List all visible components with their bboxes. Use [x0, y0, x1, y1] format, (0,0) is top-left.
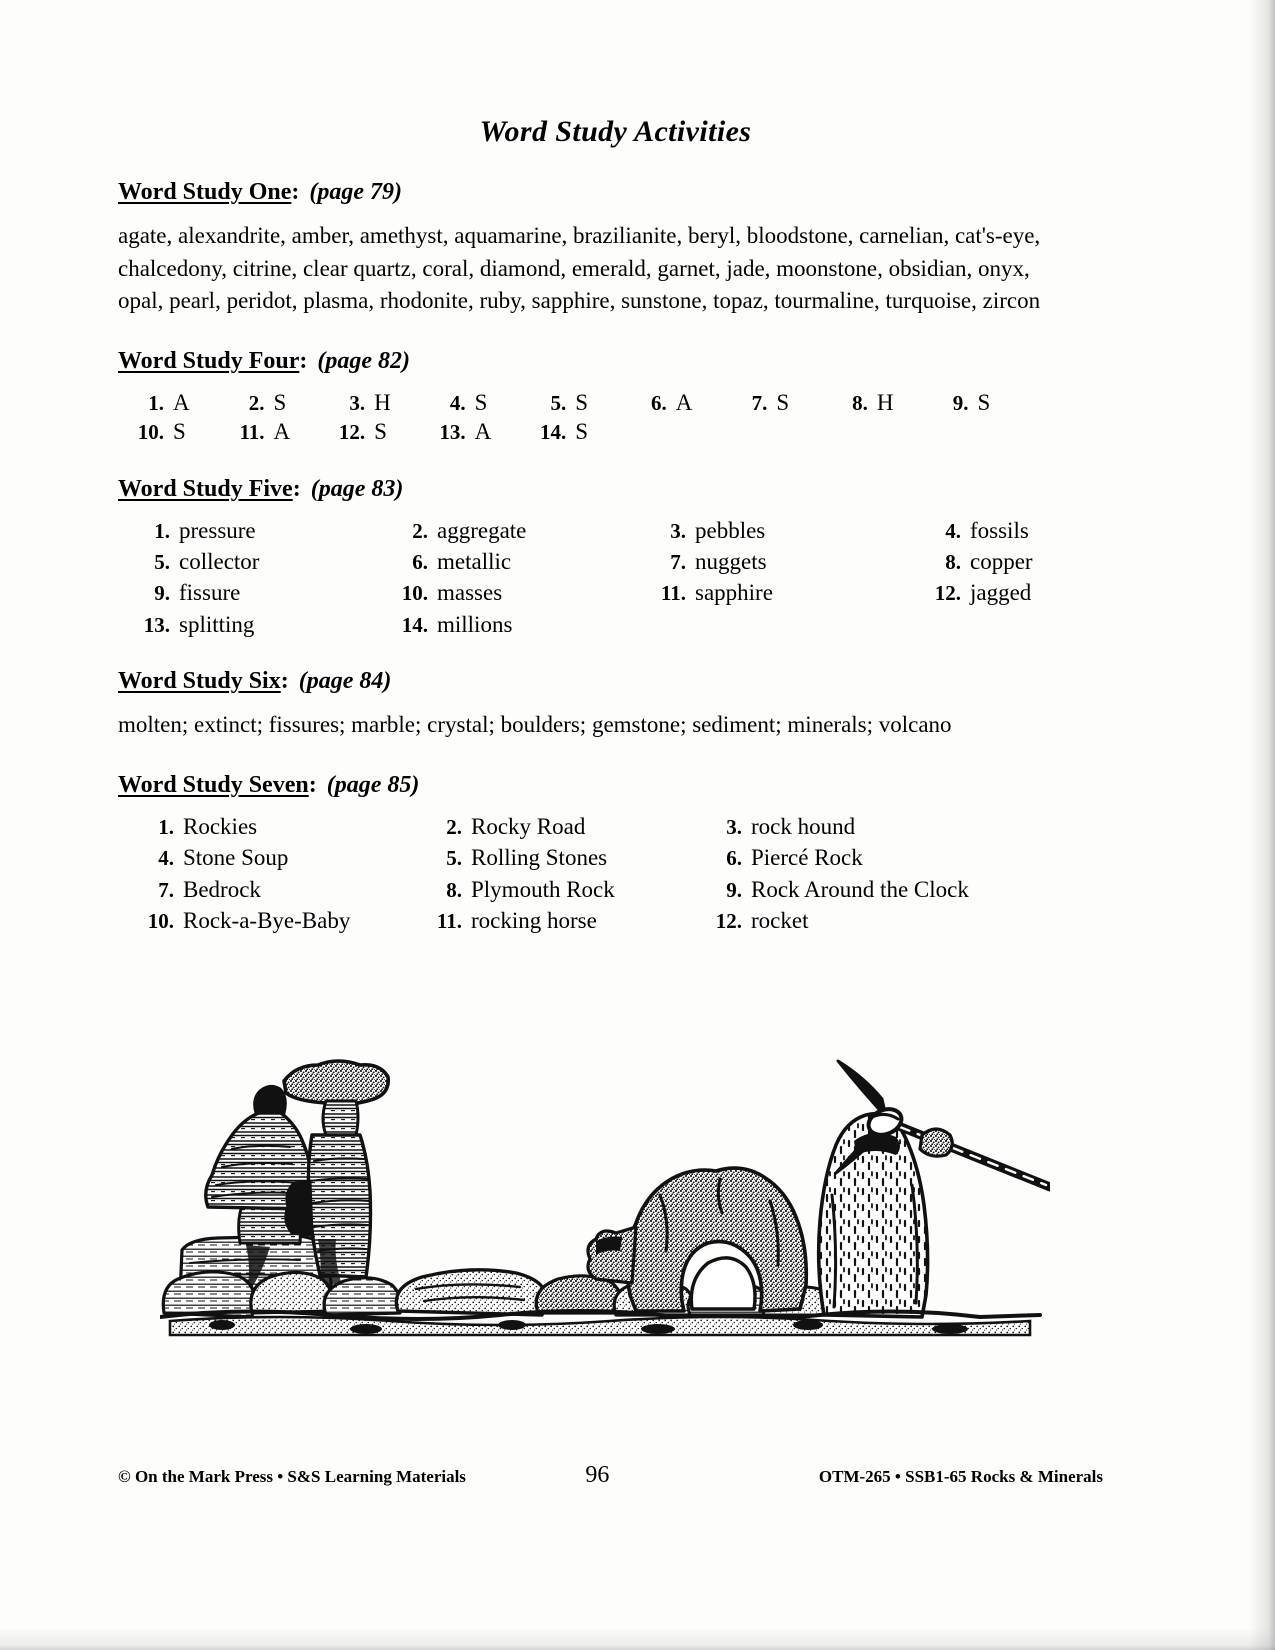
section-body-six: molten; extinct; fissures; marble; crystal; boulders; gemstone; sediment; minerals; volcano	[118, 712, 952, 738]
section-heading-four	[118, 348, 1093, 375]
item-value: Rock Around the Clock	[751, 876, 969, 902]
item-value: aggregate	[437, 517, 527, 543]
item-value: pressure	[179, 517, 256, 543]
item-number: 8.	[945, 550, 961, 575]
list-item	[132, 548, 390, 575]
item-number: 12.	[338, 420, 366, 445]
list-item	[132, 579, 390, 606]
item-number: 3.	[670, 518, 686, 543]
item-value: Rock-a-Bye-Baby	[183, 907, 351, 933]
item-value: rocket	[751, 907, 809, 933]
item-number: 3.	[726, 814, 742, 839]
item-number: 10.	[401, 581, 428, 606]
list-item	[700, 844, 1000, 871]
answer-grid-seven	[132, 813, 1093, 934]
item-number: 13.	[439, 420, 466, 445]
item-value: Rocky Road	[471, 813, 586, 839]
section-label-four: Word Study Four	[118, 347, 300, 374]
page-footer	[118, 1462, 1103, 1489]
item-number: 7.	[670, 550, 686, 575]
section-label-six: Word Study Six	[118, 668, 281, 695]
item-value: nuggets	[695, 549, 767, 575]
section-word-study-four	[118, 348, 1093, 446]
item-number: 12.	[715, 908, 742, 933]
item-value: A	[273, 419, 291, 445]
scan-edge-shadow-right	[1249, 0, 1275, 1650]
item-value: fossils	[970, 517, 1029, 543]
item-value: Bedrock	[183, 876, 261, 902]
item-number: 8.	[446, 877, 462, 902]
list-item	[132, 813, 420, 840]
scan-edge-shadow-bottom	[0, 1628, 1275, 1650]
item-value: fissure	[179, 580, 241, 606]
list-item	[936, 389, 1037, 416]
list-item	[132, 907, 420, 934]
footer-page-number: 96	[585, 1462, 610, 1488]
item-value: rock hound	[751, 813, 856, 839]
item-number: 1.	[148, 390, 164, 415]
answer-grid-five	[132, 517, 1093, 638]
section-page-ref-seven: (page 85)	[326, 771, 420, 798]
list-item	[836, 389, 937, 416]
section-page-ref-four: (page 82)	[317, 347, 411, 374]
list-item	[434, 389, 535, 416]
item-value: pebbles	[695, 517, 766, 543]
item-number: 14.	[401, 612, 428, 637]
list-item	[648, 548, 923, 575]
list-item	[333, 389, 434, 416]
item-number: 2.	[412, 518, 428, 543]
list-item	[923, 579, 1093, 606]
section-page-ref-one: (page 79)	[309, 179, 403, 205]
item-number: 4.	[449, 390, 466, 415]
item-value: splitting	[179, 611, 255, 637]
list-item	[390, 548, 648, 575]
item-value: S	[977, 389, 991, 415]
list-item	[923, 548, 1093, 575]
section-heading-one	[118, 179, 1093, 206]
list-item	[333, 418, 434, 445]
item-number: 1.	[154, 518, 170, 543]
list-item	[132, 844, 420, 871]
list-item	[233, 389, 334, 416]
item-value: S	[273, 389, 287, 415]
item-value: A	[474, 419, 492, 445]
list-item	[420, 907, 700, 934]
item-number: 7.	[751, 390, 768, 415]
list-item	[390, 611, 648, 638]
item-value: S	[173, 419, 186, 445]
item-number: 11.	[436, 908, 462, 933]
item-number: 9.	[154, 581, 170, 606]
item-value: H	[876, 389, 894, 415]
section-page-ref-five: (page 83)	[310, 475, 404, 502]
list-item	[132, 611, 390, 638]
item-number: 11.	[239, 420, 265, 445]
section-colon-four: :	[299, 347, 308, 374]
item-number: 8.	[852, 390, 868, 415]
list-item	[420, 813, 700, 840]
section-colon-five: :	[292, 475, 301, 502]
item-number: 4.	[158, 846, 174, 871]
standing-rock-with-pickaxe	[819, 1114, 928, 1317]
item-number: 6.	[651, 390, 667, 415]
list-item	[635, 389, 736, 416]
list-item	[648, 517, 923, 544]
list-item	[534, 389, 635, 416]
item-value: S	[575, 389, 589, 415]
section-colon-one: :	[291, 179, 300, 205]
page-content	[118, 0, 1093, 934]
item-value: collector	[179, 549, 260, 575]
item-value: A	[675, 389, 693, 415]
list-item	[233, 418, 334, 445]
list-item	[534, 418, 635, 445]
item-value: jagged	[970, 580, 1032, 606]
section-colon-seven: :	[308, 771, 317, 798]
item-number: 4.	[945, 518, 961, 543]
list-item	[700, 813, 1000, 840]
section-label-seven: Word Study Seven	[118, 771, 309, 798]
item-value: copper	[970, 549, 1033, 575]
item-number: 12.	[934, 581, 961, 606]
section-word-study-seven	[118, 772, 1093, 934]
section-word-study-six	[118, 668, 1093, 742]
item-number: 2.	[446, 814, 462, 839]
item-number: 9.	[952, 390, 969, 415]
item-value: A	[173, 389, 190, 415]
item-value: Rockies	[183, 813, 258, 839]
item-value: masses	[437, 580, 503, 606]
list-item	[420, 844, 700, 871]
list-item	[700, 907, 1000, 934]
item-number: 10.	[137, 420, 164, 445]
item-number: 14.	[539, 420, 567, 445]
list-item	[735, 389, 836, 416]
footer-copyright: © On the Mark Press • S&S Learning Materials	[118, 1467, 466, 1486]
item-value: S	[374, 419, 387, 445]
list-item	[390, 517, 648, 544]
list-item	[132, 389, 233, 416]
item-number: 6.	[726, 846, 742, 871]
item-number: 5.	[550, 390, 567, 415]
item-value: Stone Soup	[183, 845, 289, 871]
item-value: Piercé Rock	[751, 845, 863, 871]
item-number: 9.	[726, 877, 742, 902]
list-item	[132, 418, 233, 445]
section-heading-seven	[118, 772, 1093, 799]
item-number: 5.	[446, 846, 462, 871]
item-number: 1.	[158, 814, 174, 839]
item-number: 5.	[154, 550, 170, 575]
item-number: 11.	[660, 581, 686, 606]
section-label-one: Word Study One	[118, 179, 292, 205]
item-value: S	[776, 389, 790, 415]
item-number: 10.	[147, 908, 174, 933]
list-item	[390, 579, 648, 606]
section-colon-six: :	[280, 668, 289, 695]
item-value: Plymouth Rock	[471, 876, 615, 902]
item-value: rocking horse	[471, 907, 597, 933]
list-item	[132, 517, 390, 544]
section-body-one: agate, alexandrite, amber, amethyst, aquamarine, brazilianite, beryl, bloodstone, carnelian, cat's-eye, chalcedony, citrine, clear quartz, coral, diamond, emerald, garnet, jade, moonstone, obsidian, onyx, opal, pearl, peridot, plasma, rhodonite, ruby, sapphire, sunstone, topaz, tourmaline, turquoise, zircon	[118, 223, 1041, 314]
list-item	[648, 579, 923, 606]
section-heading-six	[118, 668, 1093, 695]
item-number: 13.	[143, 612, 170, 637]
answer-grid-four	[132, 389, 1037, 446]
item-number: 6.	[412, 550, 428, 575]
list-item	[434, 418, 535, 445]
item-number: 3.	[349, 390, 366, 415]
section-word-study-one	[118, 179, 1093, 318]
item-number: 7.	[158, 877, 174, 902]
footer-product-code: OTM-265 • SSB1-65 Rocks & Minerals	[818, 1467, 1103, 1486]
rock-formations-with-pickaxe-illustration	[160, 995, 1050, 1345]
item-value: S	[474, 389, 488, 415]
item-value: millions	[437, 611, 513, 637]
item-number: 2.	[248, 390, 265, 415]
item-value: sapphire	[695, 580, 773, 606]
list-item	[700, 876, 1000, 903]
item-value: metallic	[437, 549, 512, 575]
section-page-ref-six: (page 84)	[298, 668, 392, 695]
item-value: S	[575, 419, 589, 445]
item-value: H	[374, 389, 391, 415]
section-word-study-five	[118, 476, 1093, 638]
list-item	[923, 517, 1093, 544]
section-label-five: Word Study Five	[118, 475, 293, 502]
item-value: Rolling Stones	[471, 845, 608, 871]
list-item	[132, 876, 420, 903]
page-title: Word Study Activities	[479, 115, 752, 148]
list-item	[420, 876, 700, 903]
section-heading-five	[118, 476, 1093, 503]
